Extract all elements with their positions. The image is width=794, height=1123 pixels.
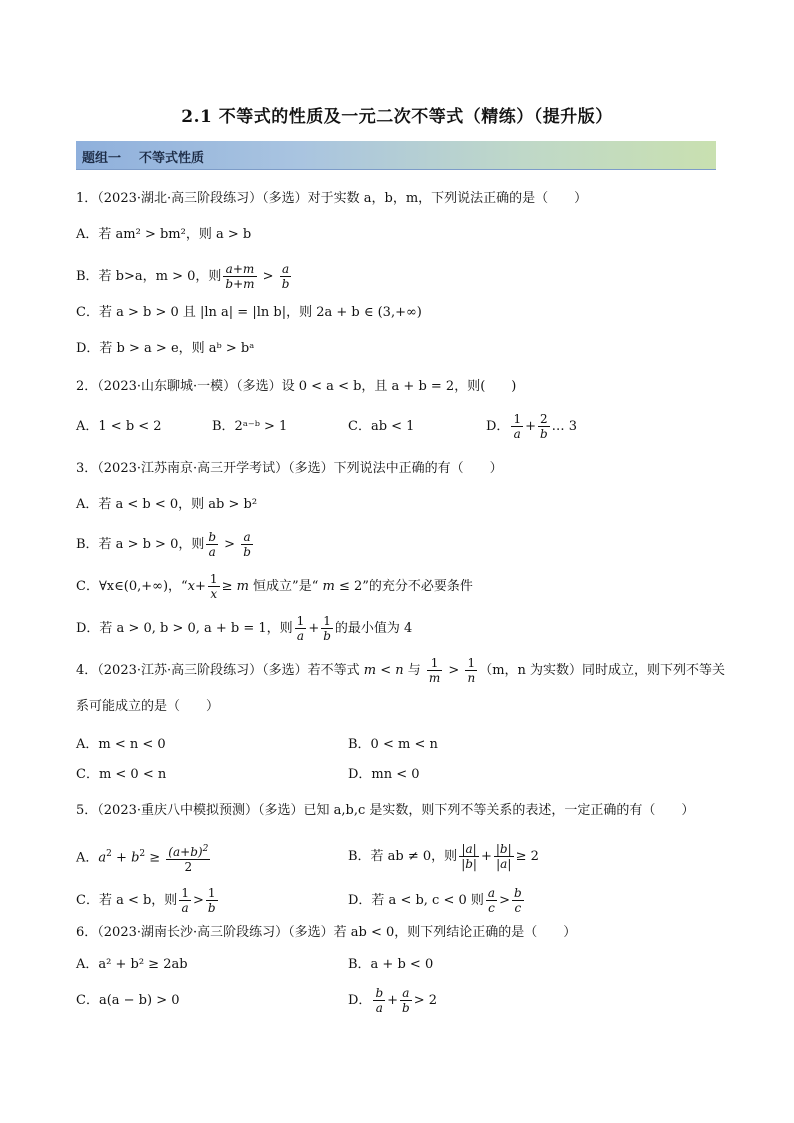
question-1-stem: 1．（2023·湖北·高三阶段练习）（多选）对于实数 a，b，m，下列说法正确的是（ ）: [76, 191, 588, 206]
question-4-option-c: C．m < 0 < n: [76, 767, 167, 782]
question-6-option-d: D． $\frac{b}{a}$ + $\frac{a}{b}$ > 2: [348, 986, 438, 1015]
question-5-stem: 5．（2023·重庆八中模拟预测）（多选）已知 a,b,c 是实数，则下列不等关系的表述，一定正确的有（ ）: [76, 803, 695, 818]
question-1-option-d: D．若 b > a > e，则 aᵇ > bᵃ: [76, 341, 255, 356]
question-1-option-c: C．若 a > b > 0 且 |ln a| = |ln b|，则 2a + b ∈ (3,+∞): [76, 305, 422, 320]
question-2-option-b: B．2ᵃ⁻ᵇ > 1: [212, 419, 288, 434]
page-title: 2.1 不等式的性质及一元二次不等式（精练）（提升版）: [181, 107, 613, 127]
question-3-option-a: A．若 a < b < 0，则 ab > b²: [76, 497, 258, 512]
question-6-stem: 6．（2023·湖南长沙·高三阶段练习）（多选）若 ab < 0，则下列结论正确的是（ ）: [76, 925, 577, 940]
question-3-option-b: B．若 a > b > 0，则 $\frac{b}{a}$ > $\frac{a}{b}$: [76, 530, 251, 559]
question-4-stem: 4．（2023·江苏·高三阶段练习）（多选）若不等式 m < n 与 $\frac{1}{m}$ > $\frac{1}{n}$ （m，n 为实数）同时成立，则下列不等关: [76, 656, 726, 685]
question-4-option-d: D．mn < 0: [348, 767, 420, 782]
question-1-option-b: B．若 b>a，m > 0，则 $\frac{a+m}{b+m}$ > $\frac{a}{b}$: [76, 262, 290, 291]
question-5-option-d: D．若 a < b, c < 0 则 $\frac{a}{c}$ > $\frac{b}{c}$: [348, 886, 522, 915]
question-5-option-a: A．$a^2 + b^2$ ≥ $\frac{(a+b)^2}{2}$: [76, 844, 209, 874]
question-6-option-b: B．a + b < 0: [348, 957, 434, 972]
section-topic: 不等式性质: [139, 151, 205, 166]
question-5-option-c: C．若 a < b，则 $\frac{1}{a}$ > $\frac{1}{b}$: [76, 886, 216, 915]
question-4-option-a: A．m < n < 0: [76, 737, 166, 752]
question-3-option-d: D．若 a > 0, b > 0, a + b = 1，则 $\frac{1}{a}$ + $\frac{1}{b}$ 的最小值为 4: [76, 614, 413, 643]
fraction: $\frac{a}{b}$: [281, 262, 290, 291]
section-name: 题组一: [82, 151, 122, 166]
question-2-option-a: A．1 < b < 2: [76, 419, 162, 434]
question-4-option-b: B．0 < m < n: [348, 737, 438, 752]
question-2-stem: 2．（2023·山东聊城·一模）（多选）设 0 < a < b，且 a + b = 2，则( ): [76, 379, 517, 394]
question-5-option-b: B．若 ab ≠ 0，则 $\frac{|a|}{|b|}$ + $\frac{|b|}{|a|}$ ≥ 2: [348, 842, 539, 871]
question-6-option-c: C．a(a − b) > 0: [76, 993, 180, 1008]
fraction: $\frac{a+m}{b+m}$: [225, 262, 255, 291]
section-header: [76, 141, 716, 170]
question-6-option-a: A．a² + b² ≥ 2ab: [76, 957, 188, 972]
question-2-option-c: C．ab < 1: [348, 419, 415, 434]
question-4-stem-cont: 系可能成立的是（ ）: [76, 699, 220, 714]
question-3-option-c: C．∀x∈(0,+∞)，“x+ $\frac{1}{x}$ ≥ m 恒成立”是“ m ≤ 2”的充分不必要条件: [76, 572, 473, 601]
question-2-option-d: D． $\frac{1}{a}$ + $\frac{2}{b}$ … 3: [486, 412, 578, 441]
question-3-stem: 3．（2023·江苏南京·高三开学考试）（多选）下列说法中正确的有（ ）: [76, 461, 503, 476]
question-1-option-a: A．若 am² > bm²，则 a > b: [76, 227, 252, 242]
